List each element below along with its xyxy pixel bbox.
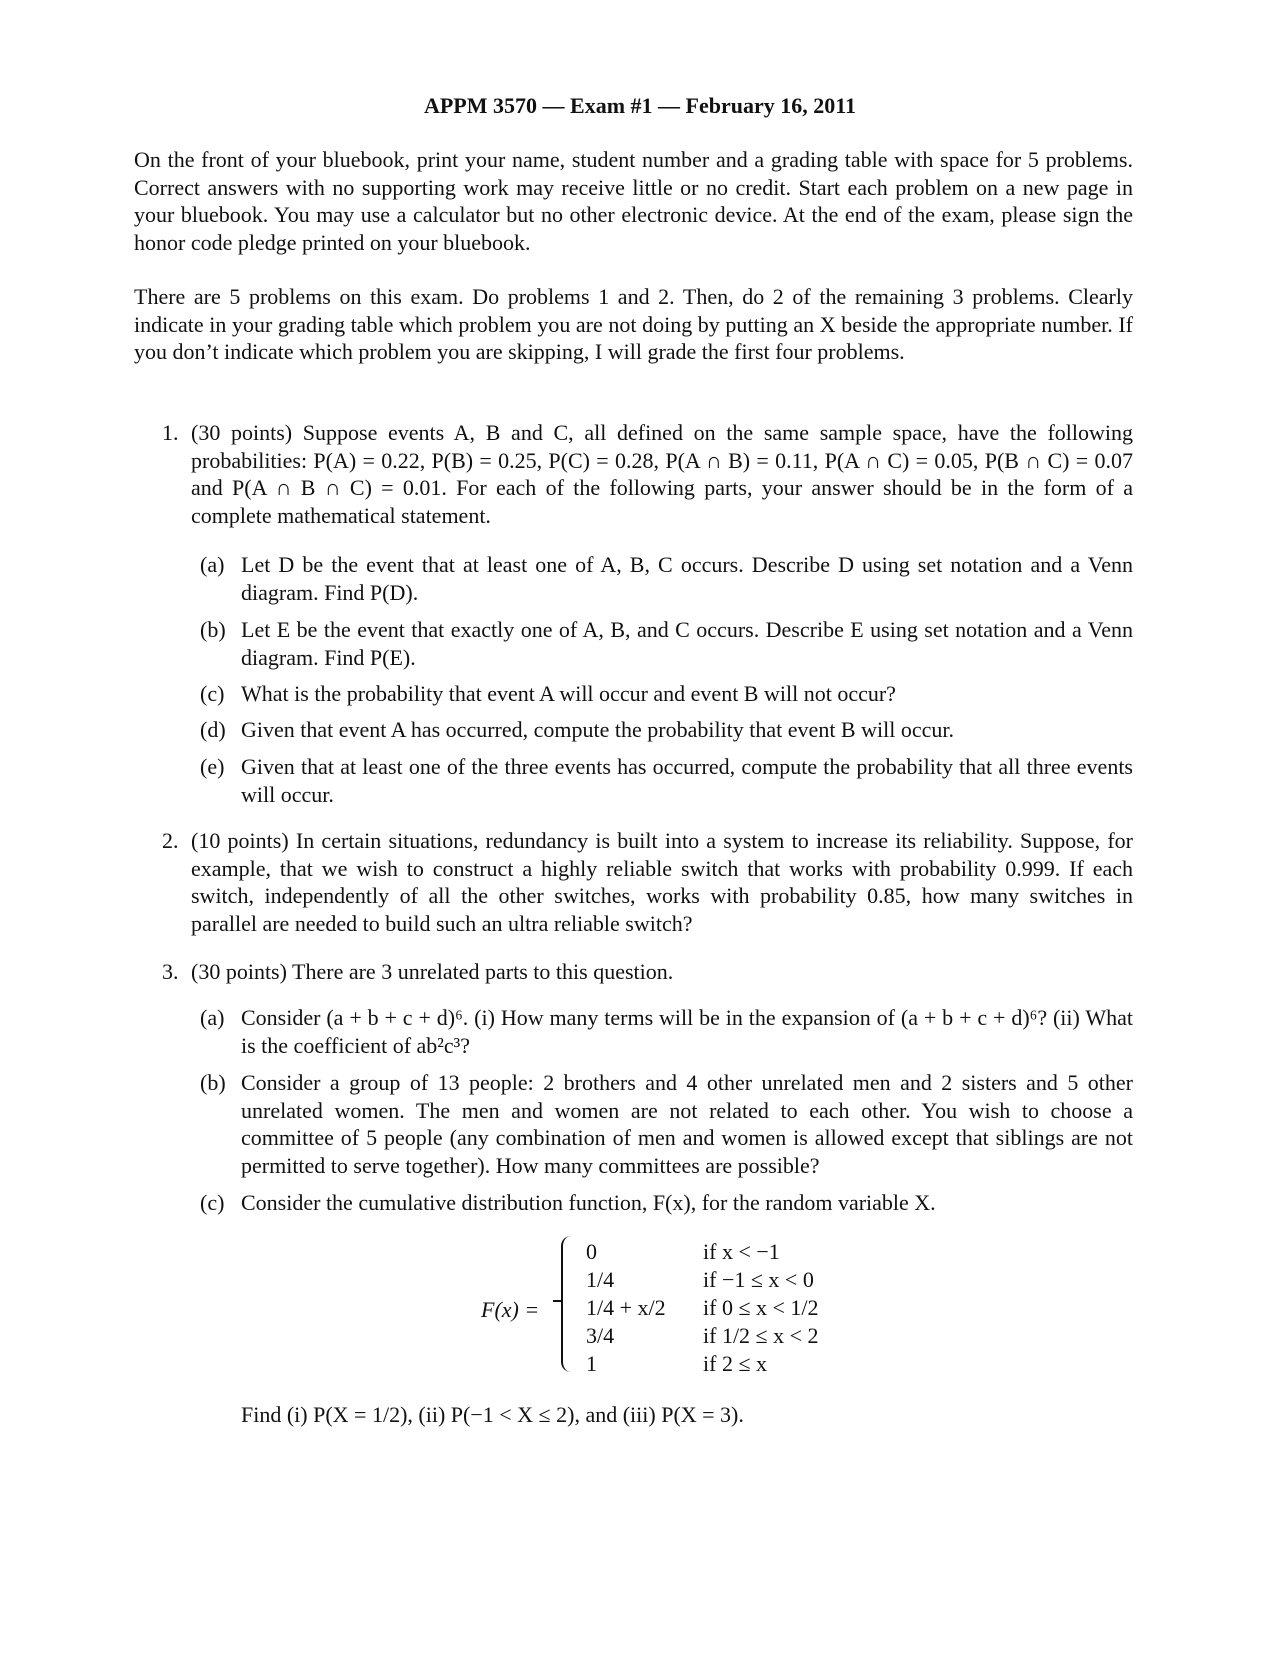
- problem-number: 2.: [162, 828, 179, 853]
- cdf-value: 1/4: [586, 1267, 615, 1292]
- problem-1e-text: Given that at least one of the three events has occurred, compute the probability that all three events will occur.: [241, 754, 1133, 807]
- cdf-condition: if 0 ≤ x < 1/2: [703, 1295, 819, 1320]
- problem-1d-text: Given that event A has occurred, compute the probability that event B will occur.: [241, 717, 954, 742]
- problem-1a-text: Let D be the event that at least one of A, B, C occurs. Describe D using set notation and a Venn diagram. Find P(D).: [241, 552, 1133, 605]
- left-brace: [561, 1236, 571, 1372]
- part-label: (a): [200, 1005, 225, 1030]
- cdf-condition: if x < −1: [703, 1239, 780, 1264]
- cdf-value: 3/4: [586, 1323, 615, 1348]
- part-label: (c): [200, 1190, 225, 1215]
- exam-title: APPM 3570 — Exam #1 — February 16, 2011: [423, 93, 857, 118]
- problem-2-text: (10 points) In certain situations, redundancy is built into a system to increase its reliability. Suppose, for example, that we wish to construct a highly reliable switch that works with probability 0.999. If each switch, independently of all the other switches, works with probability 0.85, how many switches in parallel are needed to build such an ultra reliable switch?: [191, 828, 1133, 937]
- problem-1-text: (30 points) Suppose events A, B and C, all defined on the same sample space, have the following probabilities: P(A) = 0.22, P(B) = 0.25, P(C) = 0.28, P(A ∩ B) = 0.11, P(A ∩ C) = 0.05, P(B ∩ C) = 0.07 and P(A ∩ B ∩ C) = 0.01. For each of the following parts, your answer should be in the form of a complete mathematical statement.: [191, 420, 1133, 529]
- part-label: (c): [200, 681, 225, 706]
- problem-3b-text: Consider a group of 13 people: 2 brothers and 4 other unrelated men and 2 sisters and 5 other unrelated women. The men and women are not related to each other. You wish to choose a committee of 5 people (any combination of men and women is allowed except that siblings are not permitted to serve together). How many committees are possible?: [241, 1070, 1133, 1179]
- part-label: (d): [200, 717, 226, 742]
- part-label: (b): [200, 1070, 226, 1095]
- part-label: (a): [200, 552, 225, 577]
- cdf-value: 1: [586, 1351, 597, 1376]
- rules-paragraph: There are 5 problems on this exam. Do problems 1 and 2. Then, do 2 of the remaining 3 problems. Clearly indicate in your grading table which problem you are not doing by putting an X beside the appropriate number. If you don’t indicate which problem you are skipping, I will grade the first four problems.: [134, 284, 1133, 365]
- problem-3c-text: Consider the cumulative distribution function, F(x), for the random variable X.: [241, 1190, 936, 1215]
- cdf-condition: if 1/2 ≤ x < 2: [703, 1323, 819, 1348]
- problem-1c-text: What is the probability that event A will occur and event B will not occur?: [241, 681, 896, 706]
- cdf-condition: if 2 ≤ x: [703, 1351, 768, 1376]
- problem-3a-text: Consider (a + b + c + d)⁶. (i) How many terms will be in the expansion of (a + b + c + d)⁶? (ii) What is the coefficient of ab²c³?: [241, 1005, 1133, 1058]
- problem-1b-text: Let E be the event that exactly one of A, B, and C occurs. Describe E using set notation and a Venn diagram. Find P(E).: [241, 617, 1133, 670]
- cdf-condition: if −1 ≤ x < 0: [703, 1267, 814, 1292]
- part-label: (e): [200, 754, 225, 779]
- problem-number: 3.: [162, 959, 179, 984]
- problem-3c-find: Find (i) P(X = 1/2), (ii) P(−1 < X ≤ 2), and (iii) P(X = 3).: [241, 1402, 744, 1427]
- instructions-paragraph: On the front of your bluebook, print your name, student number and a grading table with space for 5 problems. Correct answers with no supporting work may receive little or no credit. Start each problem on a new page in your bluebook. You may use a calculator but no other electronic device. At the end of the exam, please sign the honor code pledge printed on your bluebook.: [134, 147, 1133, 256]
- problem-number: 1.: [162, 420, 179, 445]
- cdf-value: 0: [586, 1239, 597, 1264]
- part-label: (b): [200, 617, 226, 642]
- problem-3-text: (30 points) There are 3 unrelated parts to this question.: [191, 959, 674, 984]
- cdf-value: 1/4 + x/2: [586, 1295, 666, 1320]
- cdf-lhs: F(x) =: [481, 1297, 540, 1322]
